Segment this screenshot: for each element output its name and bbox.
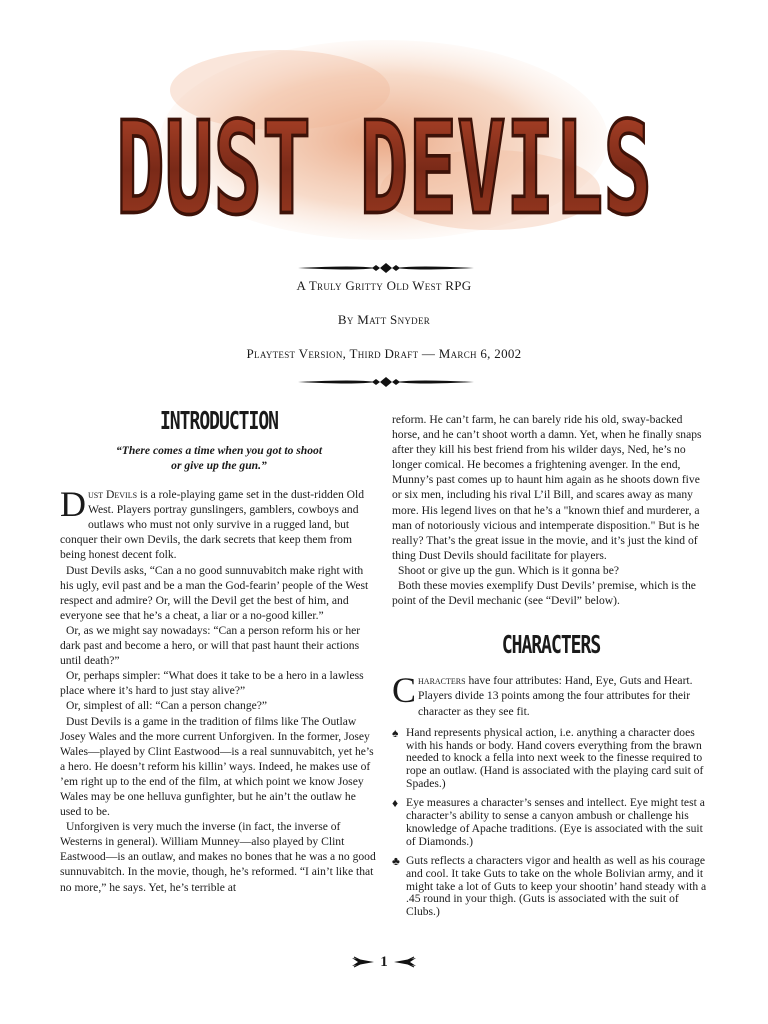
tagline: A Truly Gritty Old West RPG bbox=[296, 278, 472, 293]
attribute-text: Eye measures a character’s senses and intellect. Eye might test a character’s ability to sense a canyon ambush or challenge his knowledge of Apache traditions. (Eye is associated with the suit of Diamonds.) bbox=[406, 796, 705, 848]
divider-ornament-bottom bbox=[296, 376, 476, 388]
characters-heading: CHARACTERS bbox=[501, 631, 601, 661]
author-line: By Matt Snyder bbox=[337, 312, 431, 327]
attribute-hand bbox=[392, 727, 710, 792]
page-number: 1 bbox=[380, 953, 388, 970]
ornament-right-icon bbox=[392, 955, 418, 969]
left-column bbox=[60, 406, 378, 895]
intro-paragraph: Or, simplest of all: “Can a person change?” bbox=[66, 699, 268, 713]
introduction-heading: INTRODUCTION bbox=[159, 406, 279, 437]
intro-first-paragraph bbox=[60, 484, 378, 562]
dust-devils-logo bbox=[115, 40, 653, 244]
spade-icon: ♠ bbox=[392, 725, 399, 740]
intro-paragraph: Or, perhaps simpler: “What does it take to be a hero in a lawless place where it’s hard to just stay alive?” bbox=[60, 669, 364, 698]
intro-paragraph: Or, as we might say nowadays: “Can a person reform his or her dark past and become a hero, or will that past haunt their actions until death?” bbox=[60, 623, 361, 668]
attribute-text: Guts reflects a characters vigor and health as well as his courage and cool. It take Guts to take on the whole Bolivian army, and it might take a lot of Guts to keep your shootin’ hand steady with a .45 round in your thigh. (Guts is associated with the suit of Clubs.) bbox=[406, 853, 707, 919]
right-column bbox=[392, 412, 710, 919]
intro-first-text: is a role-playing game set in the dust-ridden Old West. Players portray gunslingers, gamblers, cowboys and outlaws who must not only survive in a rugged land, but conquer their own Devils, the dark secrets that keep them from being honest decent folk. bbox=[60, 488, 365, 562]
intro-paragraph: Dust Devils is a game in the tradition of films like The Outlaw Josey Wales and the more current Unforgiven. In the former, Josey Wales—played by Clint Eastwood—is a real sunnuvabitch, yet he’s a hero. He doesn’t reform his killin’ ways. Indeed, he makes use of ’em right up to the end of the film, at which point we know Josey Wales may be one helluva gunfighter, but he ain’t the outlaw he used to be. bbox=[60, 714, 374, 819]
characters-first-smallcaps: haracters bbox=[418, 674, 466, 688]
attribute-guts bbox=[392, 855, 710, 920]
page-footer bbox=[344, 952, 424, 972]
intro-paragraph: Unforgiven is very much the inverse (in fact, the inverse of Westerns in general). William Munney—also played by Clint Eastwood—is an outlaw, and makes no bones that he was a no good sunnuvabitch. In the movie, though, he’s reformed. “I ain’t like that no more,” he says. Yet, he’s terrible at bbox=[60, 820, 376, 894]
intro-quote: “There comes a time when you got to shoot or give up the gun.” bbox=[115, 444, 323, 473]
attribute-eye bbox=[392, 797, 710, 849]
intro-first-smallcaps: ust Devils bbox=[88, 488, 138, 502]
right-paragraph: Both these movies exemplify Dust Devils’ premise, which is the point of the Devil mechanic (see “Devil” below). bbox=[392, 579, 696, 608]
continuation-paragraph: reform. He can’t farm, he can barely ride his old, sway-backed horse, and he can’t shoot worth a damn. Yet, when he finally snaps after they kill his best friend from his wilder days, Ned, he’s no longer comical. He becomes a frightening avenger. In the end, Munny’s past comes up to haunt him again as he shoots down five or six men, including his rival L’il Bill, and scares away as many more. His legend lives on that he’s a "known thief and murderer, a man of notoriously vicious and intemperate disposition." But is he really? That’s the great issue in the movie, and it’s just the kind of thing Dust Devils should facilitate for players. bbox=[392, 413, 702, 562]
intro-paragraph: Dust Devils asks, “Can a no good sunnuvabitch make right with his ugly, evil past and be a man the God-fearin’ people of the West respect and admire? Or, will the Devil get the best of him, and everyone see that he’s a cheat, a liar or a no-good killer.” bbox=[60, 563, 369, 622]
club-icon: ♣ bbox=[392, 853, 400, 868]
ornament-left-icon bbox=[350, 955, 376, 969]
right-paragraph: Shoot or give up the gun. Which is it gonna be? bbox=[398, 563, 620, 577]
dropcap-d: D bbox=[60, 484, 86, 525]
version-line: Playtest Version, Third Draft — March 6, 2002 bbox=[246, 346, 522, 361]
characters-first-text: have four attributes: Hand, Eye, Guts and Heart. Players divide 13 points among the four attributes for their character as they see fit. bbox=[418, 674, 693, 718]
divider-ornament-top bbox=[296, 262, 476, 274]
characters-first-paragraph bbox=[392, 670, 710, 718]
logo-text: DUST DEVILS bbox=[115, 95, 653, 244]
dropcap-c: C bbox=[392, 670, 417, 711]
attribute-text: Hand represents physical action, i.e. anything a character does with his hands or body. Hand covers everything from the brawn needed to knock a fella into next week to the finesse required to rope an outlaw. (Hand is associated with the playing card suit of Spades.) bbox=[406, 725, 704, 791]
diamond-icon: ♦ bbox=[392, 796, 399, 811]
